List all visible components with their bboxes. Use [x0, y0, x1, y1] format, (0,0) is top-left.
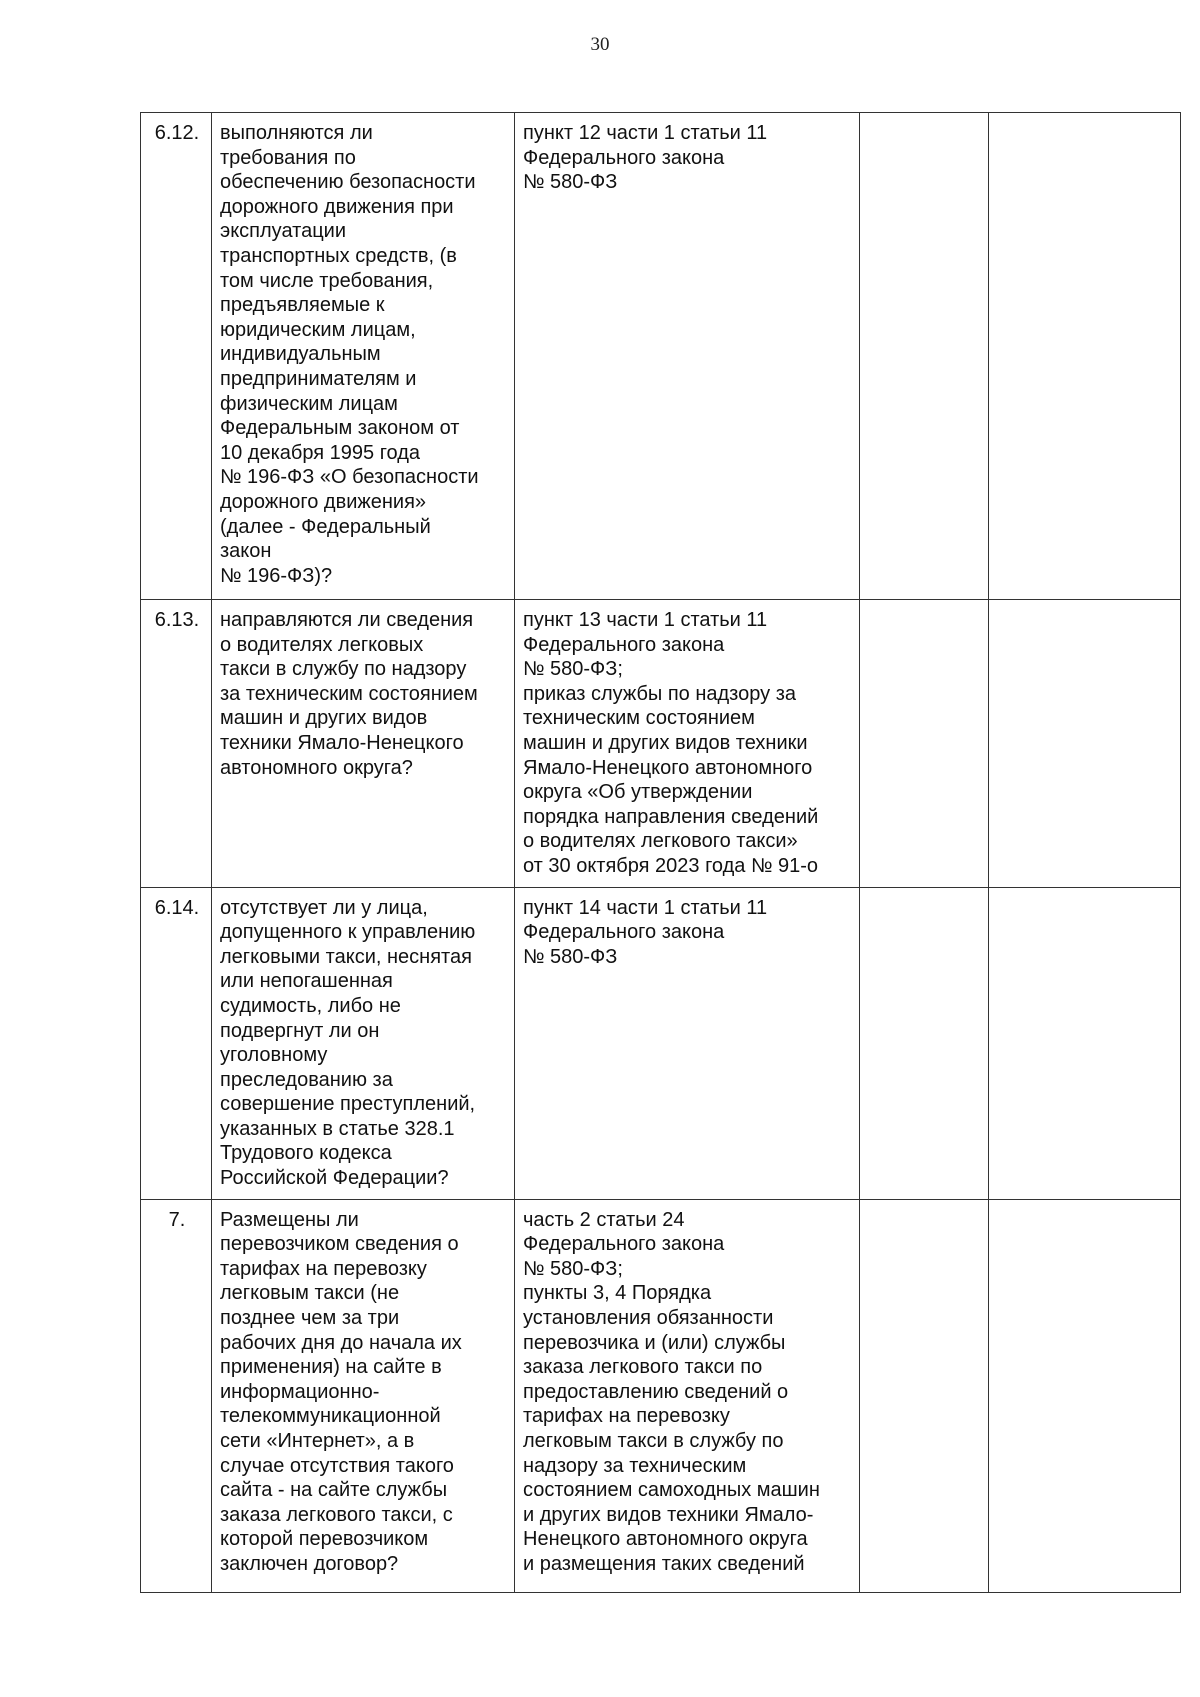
note-cell — [989, 1199, 1181, 1592]
item-number: 6.13. — [141, 600, 212, 888]
answer-cell — [860, 113, 989, 600]
answer-cell — [860, 1199, 989, 1592]
table-row — [141, 600, 1181, 888]
legal-basis: часть 2 статьи 24 Федерального закона № 580-ФЗ; пункты 3, 4 Порядка установления обязанности перевозчика и (или) службы заказа легкового такси по предоставлению сведений о тарифах на перевозку легковым такси в службу по надзору за техническим состоянием самоходных машин и других видов техники Ямало- Ненецкого автономного округа и размещения таких сведений — [515, 1199, 860, 1592]
question-text: отсутствует ли у лица, допущенного к управлению легковыми такси, неснятая или непогашенная судимость, либо не подвергнут ли он уголовному преследованию за совершение преступлений, указанных в статье 328.1 Трудового кодекса Российской Федерации? — [212, 887, 515, 1199]
legal-basis: пункт 12 части 1 статьи 11 Федерального закона № 580-ФЗ — [515, 113, 860, 600]
checklist-table — [140, 112, 1181, 1593]
question-text: Размещены ли перевозчиком сведения о тарифах на перевозку легковым такси (не позднее чем за три рабочих дня до начала их применения) на сайте в информационно- телекоммуникационной сети «Интернет», а в случае отсутствия такого сайта - на сайте службы заказа легкового такси, с которой перевозчиком заключен договор? — [212, 1199, 515, 1592]
question-text: выполняются ли требования по обеспечению безопасности дорожного движения при эксплуатации транспортных средств, (в том числе требования, предъявляемые к юридическим лицам, индивидуальным предпринимателям и физическим лицам Федеральным законом от 10 декабря 1995 года № 196-ФЗ «О безопасности дорожного движения» (далее - Федеральный закон № 196-ФЗ)? — [212, 113, 515, 600]
table-row — [141, 113, 1181, 600]
item-number: 7. — [141, 1199, 212, 1592]
table-row — [141, 887, 1181, 1199]
item-number: 6.14. — [141, 887, 212, 1199]
answer-cell — [860, 600, 989, 888]
answer-cell — [860, 887, 989, 1199]
page-number: 30 — [590, 34, 610, 55]
note-cell — [989, 113, 1181, 600]
note-cell — [989, 600, 1181, 888]
question-text: направляются ли сведения о водителях легковых такси в службу по надзору за техническим состоянием машин и других видов техники Ямало-Ненецкого автономного округа? — [212, 600, 515, 888]
note-cell — [989, 887, 1181, 1199]
item-number: 6.12. — [141, 113, 212, 600]
legal-basis: пункт 13 части 1 статьи 11 Федерального закона № 580-ФЗ; приказ службы по надзору за техническим состоянием машин и других видов техники Ямало-Ненецкого автономного округа «Об утверждении порядка направления сведений о водителях легкового такси» от 30 октября 2023 года № 91-о — [515, 600, 860, 888]
legal-basis: пункт 14 части 1 статьи 11 Федерального закона № 580-ФЗ — [515, 887, 860, 1199]
table-row — [141, 1199, 1181, 1592]
